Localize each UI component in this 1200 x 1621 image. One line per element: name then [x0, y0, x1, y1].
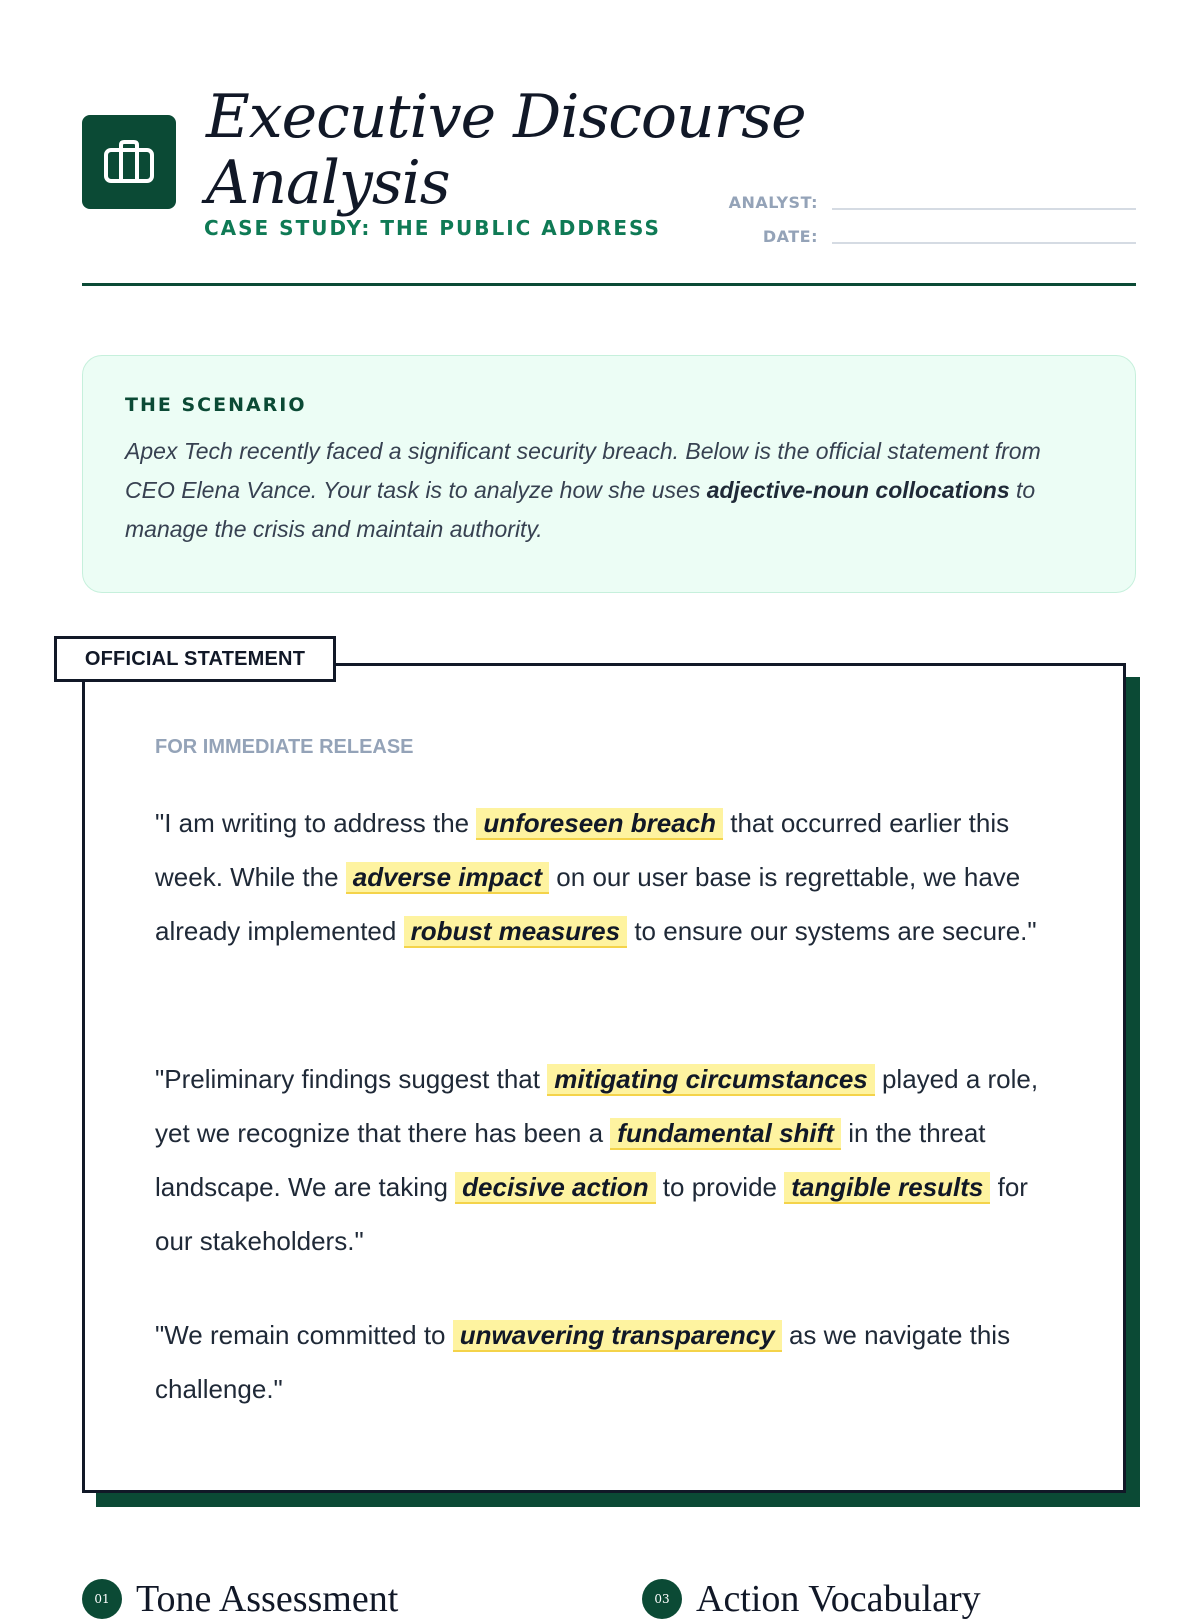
statement-text: on our user base is regrettable, we have already implemented — [155, 862, 1021, 946]
statement-text: to provide — [655, 1172, 785, 1202]
collocation-highlight: unwavering transparency — [453, 1320, 782, 1352]
collocation-highlight: tangible results — [784, 1172, 990, 1204]
worksheet-page — [82, 0, 1136, 1620]
briefcase-icon — [104, 140, 154, 184]
scenario-heading: THE SCENARIO — [125, 394, 307, 416]
header-divider — [82, 283, 1136, 286]
scenario-box — [82, 355, 1136, 593]
statement-text: as we navigate this challenge." — [155, 1320, 1011, 1404]
statement-paragraph — [155, 1052, 1055, 1268]
analyst-meta — [722, 180, 1136, 248]
statement-text: for our stakeholders." — [155, 1172, 1028, 1256]
collocation-highlight: decisive action — [455, 1172, 655, 1204]
statement-text: to ensure our systems are secure." — [627, 916, 1037, 946]
section-number-badge: 01 — [82, 1579, 122, 1619]
analyst-field[interactable] — [832, 207, 1136, 210]
section-number-badge: 03 — [642, 1579, 682, 1619]
collocation-highlight: unforeseen breach — [476, 808, 723, 840]
collocation-highlight: adverse impact — [346, 862, 549, 894]
statement-text: played a role, yet we recognize that there has been a — [155, 1064, 1039, 1148]
statement-card — [82, 663, 1126, 1493]
section-action-vocabulary — [642, 1577, 981, 1621]
collocation-highlight: mitigating circumstances — [547, 1064, 875, 1096]
statement-tab-label: OFFICIAL STATEMENT — [54, 636, 336, 682]
statement-text: "Preliminary findings suggest that — [155, 1064, 548, 1094]
page-subtitle: CASE STUDY: THE PUBLIC ADDRESS — [204, 216, 661, 240]
scenario-text-outro: to manage the crisis and maintain authority. — [125, 477, 1036, 542]
section-title: Action Vocabulary — [696, 1578, 981, 1620]
statement-text: "I am writing to address the — [155, 808, 477, 838]
statement-text: in the threat landscape. We are taking — [155, 1118, 986, 1202]
scenario-text-intro: Apex Tech recently faced a significant security breach. Below is the official statement from CEO Elena Vance. Your task is to analyze how she uses — [125, 438, 1041, 503]
collocation-highlight: fundamental shift — [610, 1118, 841, 1150]
page-title: Executive Discourse Analysis — [206, 82, 806, 218]
header — [82, 80, 1136, 286]
date-field[interactable] — [832, 241, 1136, 244]
scenario-text-emphasis: adjective-noun collocations — [706, 477, 1010, 503]
statement-paragraph — [155, 1308, 1055, 1416]
date-label: DATE: — [762, 227, 818, 246]
analyst-label: ANALYST: — [728, 193, 818, 212]
statement-text: that occurred earlier this week. While the — [155, 808, 1010, 892]
section-tone-assessment — [82, 1577, 398, 1621]
date-row — [722, 214, 1136, 248]
scenario-text — [125, 432, 1093, 549]
statement-text: "We remain committed to — [155, 1320, 453, 1350]
statement-paragraph — [155, 796, 1055, 958]
analyst-row — [722, 180, 1136, 214]
collocation-highlight: robust measures — [404, 916, 628, 948]
section-title: Tone Assessment — [136, 1578, 399, 1620]
release-label: FOR IMMEDIATE RELEASE — [155, 736, 414, 758]
logo — [82, 115, 176, 209]
